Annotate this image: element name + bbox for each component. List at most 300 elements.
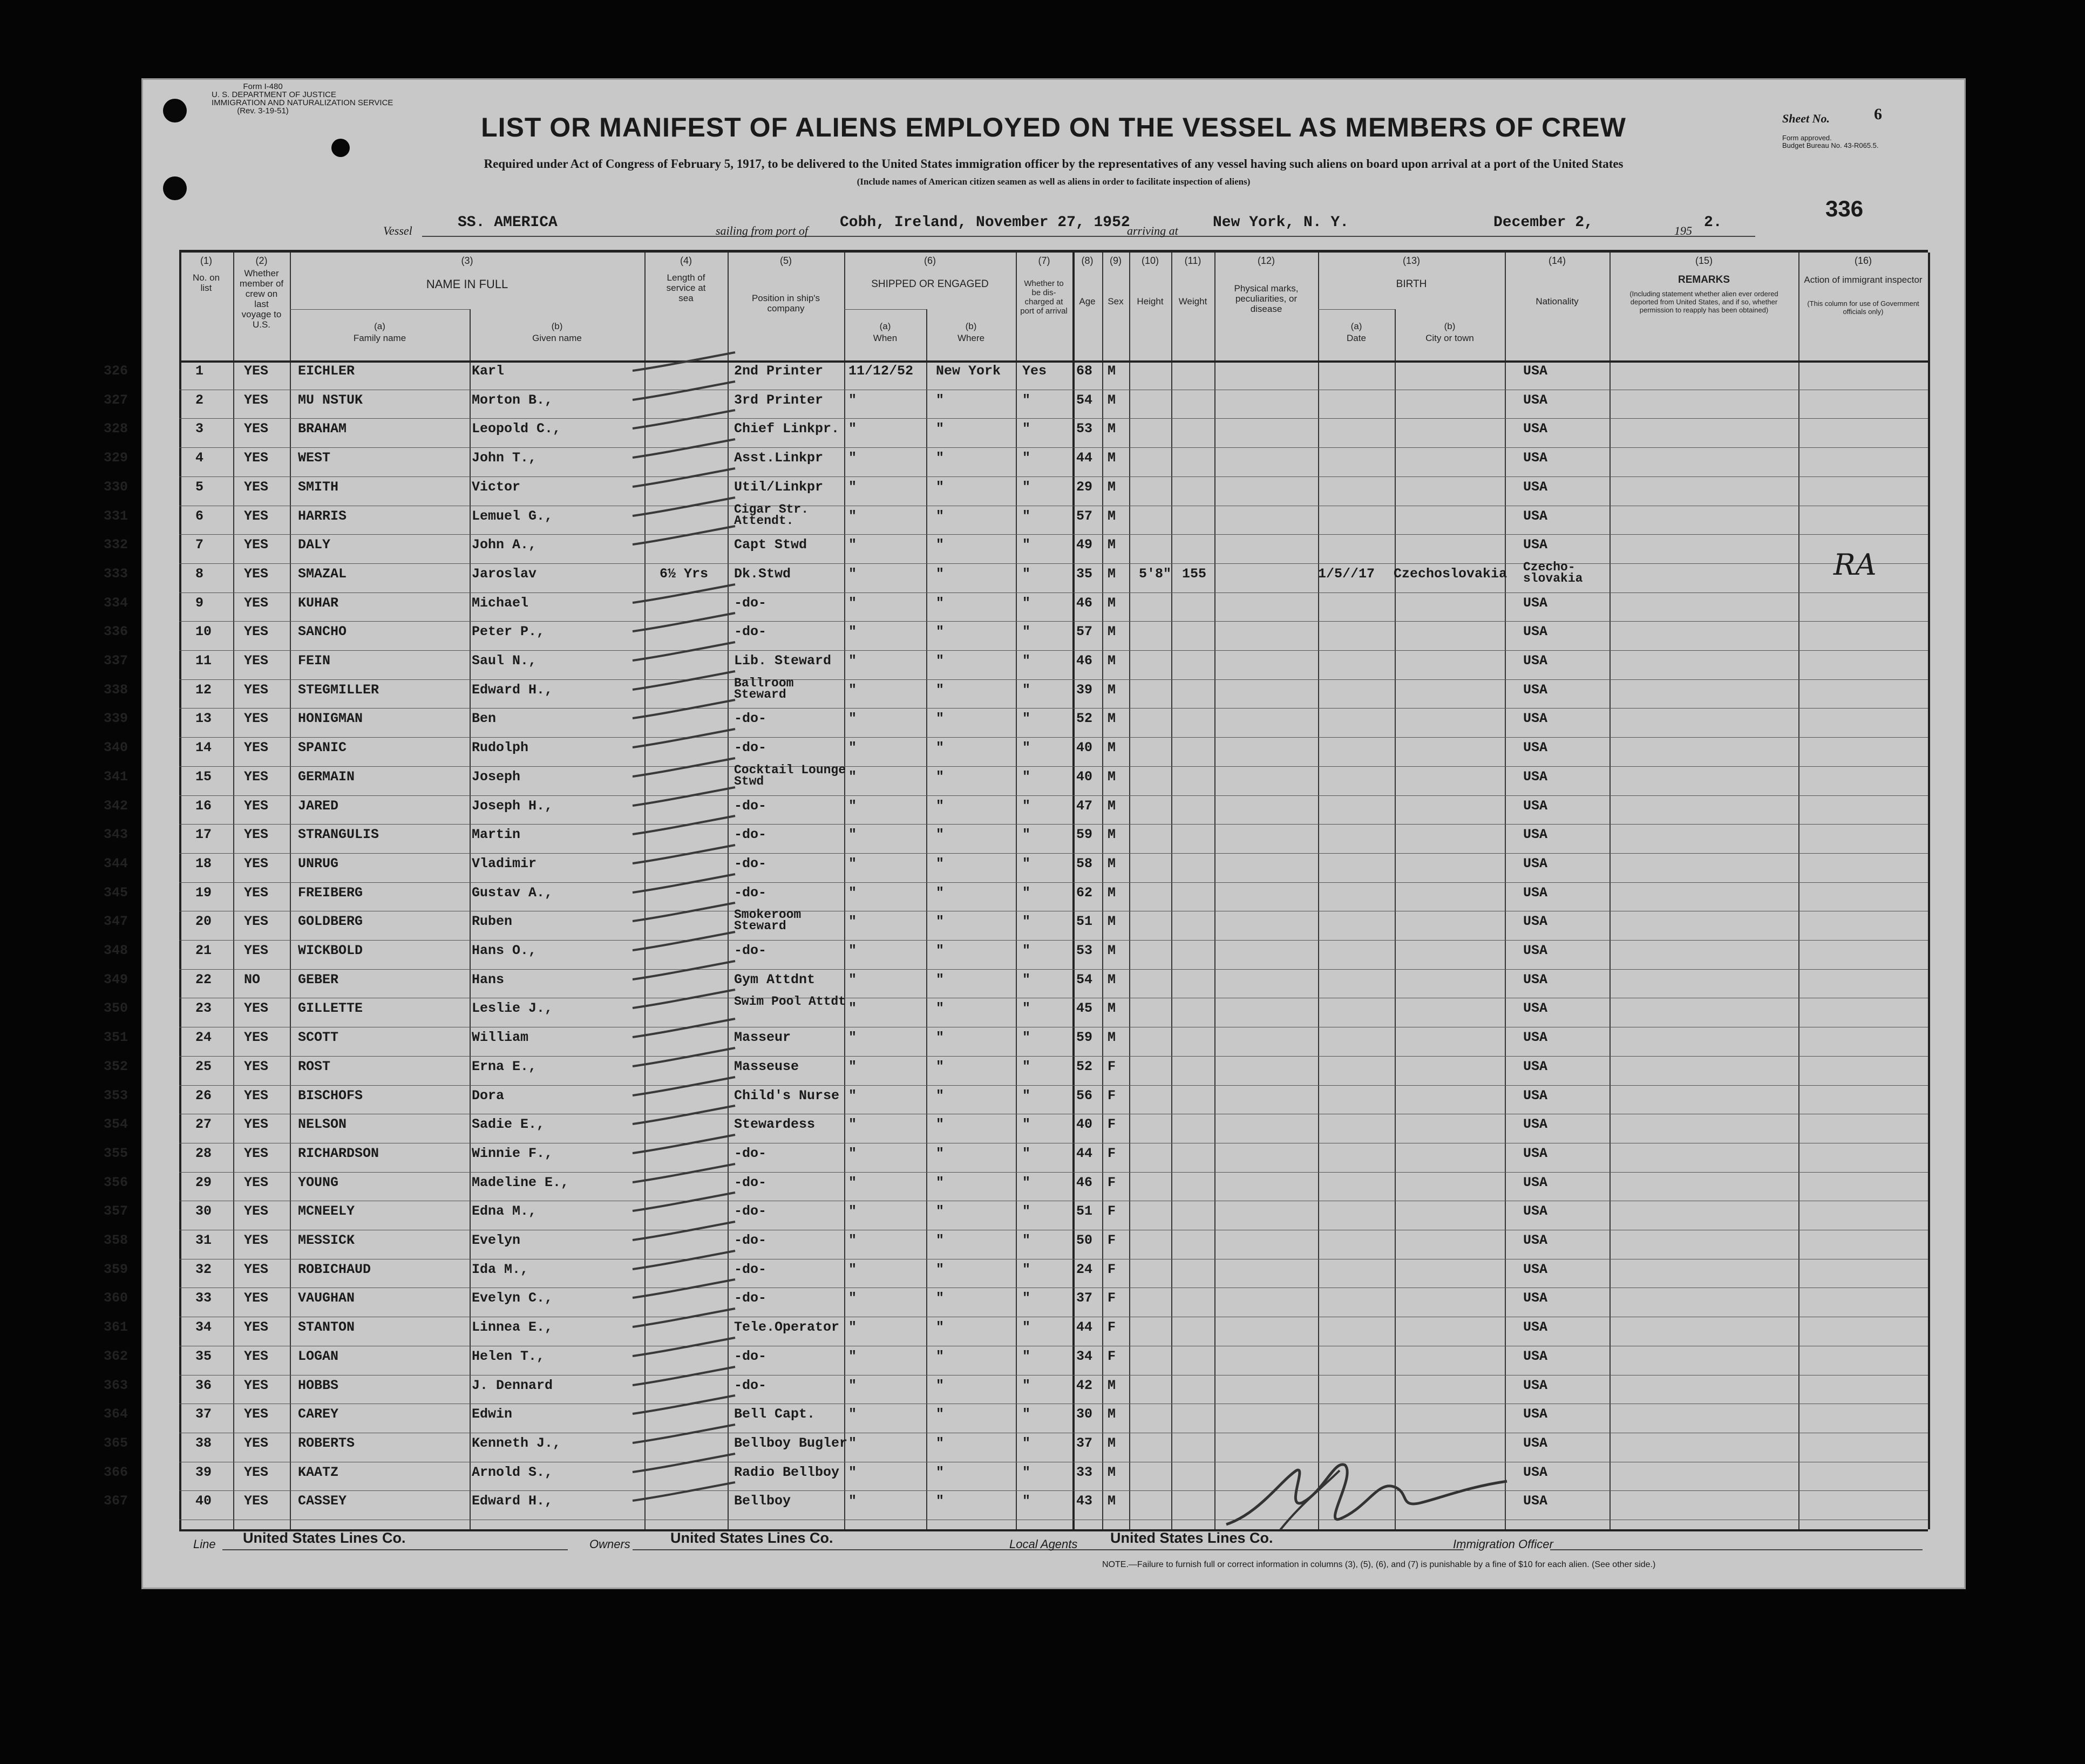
form-subtitle: Required under Act of Congress of February 5, 1917, to be delivered to the United States immigration officer by the representatives of any vessel having such aliens on board upon arrival at a port of the United States xyxy=(484,157,1624,171)
cell-nat: Czecho-slovakia xyxy=(1523,560,1583,585)
cell-small-num: 364 xyxy=(104,1406,128,1422)
cell-family: RICHARDSON xyxy=(298,1145,379,1161)
col3-label: NAME IN FULL xyxy=(426,277,508,291)
cell-small-num: 344 xyxy=(104,855,128,871)
cell-crew: YES xyxy=(244,653,269,669)
table-row xyxy=(104,1082,1966,1112)
cell-crew: YES xyxy=(244,1493,269,1509)
cell-nat: USA xyxy=(1523,855,1548,871)
cell-sex: M xyxy=(1108,450,1116,466)
cell-family: STEGMILLER xyxy=(298,682,379,698)
cell-sex: M xyxy=(1108,421,1116,437)
revision: (Rev. 3-19-51) xyxy=(237,106,289,115)
cell-disch: " xyxy=(1022,1493,1031,1509)
cell-sex: M xyxy=(1108,508,1116,524)
col4-num: (4) xyxy=(680,255,692,266)
pen-stroke xyxy=(630,1220,738,1242)
table-row xyxy=(104,1285,1966,1314)
col3a-num: (a) xyxy=(374,321,385,331)
cell-nat: USA xyxy=(1523,1058,1548,1074)
cell-sex: M xyxy=(1108,363,1116,379)
cell-crew: YES xyxy=(244,1232,269,1248)
cell-no: 6 xyxy=(195,508,204,524)
cell-given: Karl xyxy=(472,363,505,379)
table-row xyxy=(104,1343,1966,1372)
cell-crew: YES xyxy=(244,740,269,756)
cell-family: UNRUG xyxy=(298,855,339,871)
cell-family: NELSON xyxy=(298,1116,347,1133)
cell-no: 24 xyxy=(195,1030,212,1046)
cell-family: CAREY xyxy=(298,1406,339,1422)
cell-when: 11/12/52 xyxy=(848,363,914,379)
cell-nat: USA xyxy=(1523,1290,1548,1306)
cell-where: " xyxy=(936,971,945,987)
pen-stroke xyxy=(630,814,738,836)
cell-sex: M xyxy=(1108,855,1116,871)
cell-when: " xyxy=(848,1203,857,1220)
cell-when: " xyxy=(848,1377,857,1393)
cell-no: 8 xyxy=(195,566,204,582)
vessel-label: Vessel xyxy=(383,224,412,237)
pen-stroke xyxy=(630,1046,738,1068)
cell-position: Bell Capt. xyxy=(734,1406,816,1422)
pen-stroke xyxy=(630,1306,738,1329)
cell-crew: YES xyxy=(244,392,269,408)
col7-label: Whether to be dis-charged at port of arrival xyxy=(1020,279,1068,316)
cell-age: 58 xyxy=(1076,855,1093,871)
cell-where: " xyxy=(936,855,945,871)
cell-position: -do- xyxy=(734,1203,767,1220)
cell-where: " xyxy=(936,1058,945,1074)
cell-no: 31 xyxy=(195,1232,212,1248)
cell-when: " xyxy=(848,768,857,785)
cell-nat: USA xyxy=(1523,508,1548,524)
cell-when: " xyxy=(848,1261,857,1277)
cell-age: 49 xyxy=(1076,537,1093,553)
cell-no: 29 xyxy=(195,1174,212,1190)
cell-given: Dora xyxy=(472,1087,505,1104)
cell-no: 9 xyxy=(195,595,204,611)
cell-nat: USA xyxy=(1523,421,1548,437)
cell-age: 54 xyxy=(1076,971,1093,987)
cell-no: 26 xyxy=(195,1087,212,1104)
cell-family: MU NSTUK xyxy=(298,392,363,408)
cell-given: Hans O., xyxy=(472,943,537,958)
cell-given: Ruben xyxy=(472,914,513,930)
year-suffix: 2. xyxy=(1704,214,1722,231)
cell-when: " xyxy=(848,421,857,437)
cell-small-num: 348 xyxy=(104,943,128,958)
cell-position: Masseur xyxy=(734,1030,791,1046)
cell-given: William xyxy=(472,1030,529,1046)
col16-sub: (This column for use of Government officials only) xyxy=(1807,299,1919,316)
table-row xyxy=(104,358,1966,387)
cell-disch: Yes xyxy=(1022,363,1047,379)
col15-sub: (Including statement whether alien ever ordered deported from United States, and if so, whether permission to reapply has been obtained) xyxy=(1629,290,1778,314)
cell-when: " xyxy=(848,1232,857,1248)
table-row xyxy=(104,1024,1966,1053)
footer-line: United States Lines Co. xyxy=(243,1530,406,1546)
cell-crew: YES xyxy=(244,1290,269,1306)
cell-where: " xyxy=(936,421,945,437)
cell-sex: M xyxy=(1108,1464,1116,1480)
cell-given: Ida M., xyxy=(472,1261,529,1277)
cell-sex: F xyxy=(1108,1290,1116,1306)
pen-stroke xyxy=(630,466,738,489)
cell-nat: USA xyxy=(1523,827,1548,843)
cell-where: " xyxy=(936,508,945,524)
pen-stroke xyxy=(630,785,738,808)
cell-sex: M xyxy=(1108,682,1116,698)
cell-age: 50 xyxy=(1076,1232,1093,1248)
col6-num: (6) xyxy=(924,255,936,266)
cell-disch: " xyxy=(1022,682,1031,698)
cell-where: " xyxy=(936,1087,945,1104)
cell-crew: YES xyxy=(244,798,269,814)
cell-age: 57 xyxy=(1076,624,1093,640)
cell-family: STANTON xyxy=(298,1319,355,1336)
table-row xyxy=(104,532,1966,561)
cell-nat: USA xyxy=(1523,392,1548,408)
cell-small-num: 334 xyxy=(104,595,128,611)
cell-crew: YES xyxy=(244,450,269,466)
pen-stroke xyxy=(630,640,738,663)
cell-position: Cocktail Lounge Stwd xyxy=(734,762,846,788)
cell-sex: M xyxy=(1108,1000,1116,1017)
cell-disch: " xyxy=(1022,827,1031,843)
cell-no: 28 xyxy=(195,1145,212,1161)
table-row xyxy=(104,966,1966,996)
cell-small-num: 341 xyxy=(104,768,128,785)
cell-disch: " xyxy=(1022,479,1031,495)
cell-family: GOLDBERG xyxy=(298,914,363,930)
pen-stroke xyxy=(630,1452,738,1474)
cell-position: Gym Attdnt xyxy=(734,971,816,987)
arriving-at: New York, N. Y. xyxy=(1213,214,1349,231)
cell-given: Michael xyxy=(472,595,529,611)
cell-where: " xyxy=(936,1116,945,1133)
col4-label: Length of service at sea xyxy=(666,273,706,303)
table-row xyxy=(104,850,1966,880)
cell-nat: USA xyxy=(1523,943,1548,958)
cell-given: Vladimir xyxy=(472,855,537,871)
cell-position: -do- xyxy=(734,1261,767,1277)
cell-when: " xyxy=(848,798,857,814)
table-row xyxy=(104,474,1966,503)
table-row xyxy=(104,1053,1966,1082)
cell-where: " xyxy=(936,914,945,930)
pen-stroke xyxy=(630,727,738,750)
pen-stroke xyxy=(630,959,738,982)
cell-when: " xyxy=(848,1348,857,1364)
table-row xyxy=(104,705,1966,734)
cell-age: 44 xyxy=(1076,450,1093,466)
cell-age: 62 xyxy=(1076,884,1093,901)
table-row xyxy=(104,937,1966,966)
col13-label: BIRTH xyxy=(1396,278,1427,290)
table-row xyxy=(104,502,1966,532)
cell-when: " xyxy=(848,653,857,669)
cell-no: 38 xyxy=(195,1435,212,1451)
pen-stroke xyxy=(630,987,738,1010)
pen-stroke xyxy=(630,843,738,866)
cell-age: 46 xyxy=(1076,595,1093,611)
col1-num: (1) xyxy=(200,255,212,266)
cell-no: 5 xyxy=(195,479,204,495)
cell-given: Winnie F., xyxy=(472,1145,553,1161)
cell-position: -do- xyxy=(734,798,767,814)
cell-age: 35 xyxy=(1076,566,1093,582)
col8-num: (8) xyxy=(1081,255,1094,266)
cell-sex: F xyxy=(1108,1261,1116,1277)
cell-position: Lib. Steward xyxy=(734,653,832,669)
cell-given: Joseph H., xyxy=(472,798,553,814)
cell-when: " xyxy=(848,1058,857,1074)
cell-disch: " xyxy=(1022,1058,1031,1074)
cell-when: " xyxy=(848,1493,857,1509)
cell-crew: YES xyxy=(244,943,269,958)
cell-crew: YES xyxy=(244,1464,269,1480)
cell-nat: USA xyxy=(1523,798,1548,814)
cell-disch: " xyxy=(1022,1087,1031,1104)
cell-where: " xyxy=(936,884,945,901)
pen-stroke xyxy=(630,611,738,634)
cell-height: 5'8" xyxy=(1139,566,1172,582)
cell-no: 23 xyxy=(195,1000,212,1017)
cell-sex: M xyxy=(1108,971,1116,987)
cell-crew: YES xyxy=(244,1406,269,1422)
col6b-label: Where xyxy=(957,333,985,343)
pen-stroke xyxy=(630,1133,738,1155)
cell-sex: M xyxy=(1108,624,1116,640)
cell-crew: YES xyxy=(244,1435,269,1451)
cell-sex: M xyxy=(1108,595,1116,611)
cell-sex: M xyxy=(1108,392,1116,408)
cell-family: KAATZ xyxy=(298,1464,339,1480)
cell-nat: USA xyxy=(1523,914,1548,930)
col3b-label: Given name xyxy=(532,333,582,343)
cell-disch: " xyxy=(1022,914,1031,930)
cell-position: 2nd Printer xyxy=(734,363,824,379)
table-row xyxy=(104,590,1966,619)
cell-sex: M xyxy=(1108,914,1116,930)
cell-position: Util/Linkpr xyxy=(734,479,824,495)
cell-age: 44 xyxy=(1076,1319,1093,1336)
cell-small-num: 367 xyxy=(104,1493,128,1509)
cell-nat: USA xyxy=(1523,971,1548,987)
cell-position: Bellboy Bugler xyxy=(734,1435,848,1451)
cell-where: " xyxy=(936,624,945,640)
cell-age: 43 xyxy=(1076,1493,1093,1509)
cell-given: John A., xyxy=(472,537,537,553)
cell-crew: YES xyxy=(244,1203,269,1220)
table-row xyxy=(104,1314,1966,1343)
cell-given: Edward H., xyxy=(472,682,553,698)
cell-nat: USA xyxy=(1523,768,1548,785)
cell-age: 42 xyxy=(1076,1377,1093,1393)
table-row xyxy=(104,1459,1966,1488)
cell-no: 14 xyxy=(195,740,212,756)
col6a-num: (a) xyxy=(879,321,891,331)
table-row xyxy=(104,676,1966,706)
sailing-label: sailing from port of xyxy=(716,224,808,237)
cell-position: Bellboy xyxy=(734,1493,791,1509)
cell-no: 13 xyxy=(195,711,212,727)
cell-position: -do- xyxy=(734,1290,767,1306)
cell-age: 40 xyxy=(1076,740,1093,756)
cell-nat: USA xyxy=(1523,1116,1548,1133)
cell-small-num: 347 xyxy=(104,914,128,930)
cell-where: " xyxy=(936,1406,945,1422)
cell-age: 46 xyxy=(1076,653,1093,669)
cell-age: 54 xyxy=(1076,392,1093,408)
cell-where: " xyxy=(936,1261,945,1277)
cell-family: SMAZAL xyxy=(298,566,347,582)
cell-sex: M xyxy=(1108,1493,1116,1509)
pen-stroke xyxy=(630,1277,738,1300)
cell-no: 40 xyxy=(195,1493,212,1509)
pen-stroke xyxy=(630,379,738,402)
cell-disch: " xyxy=(1022,537,1031,553)
cell-nat: USA xyxy=(1523,1087,1548,1104)
col12-label: Physical marks, peculiarities, or disease xyxy=(1234,283,1299,314)
cell-small-num: 339 xyxy=(104,711,128,727)
cell-age: 59 xyxy=(1076,1030,1093,1046)
cell-where: " xyxy=(936,1232,945,1248)
cell-position: Dk.Stwd xyxy=(734,566,791,582)
cell-given: Leopold C., xyxy=(472,421,561,437)
cell-disch: " xyxy=(1022,1000,1031,1017)
col2-label: Whether member of crew on last voyage to U.S. xyxy=(239,268,284,330)
cell-small-num: 328 xyxy=(104,421,128,437)
cell-age: 52 xyxy=(1076,711,1093,727)
cell-sex: M xyxy=(1108,1435,1116,1451)
cell-no: 16 xyxy=(195,798,212,814)
cell-position: -do- xyxy=(734,943,767,958)
cell-sex: M xyxy=(1108,1377,1116,1393)
cell-age: 57 xyxy=(1076,508,1093,524)
cell-position: -do- xyxy=(734,1232,767,1248)
cell-position: -do- xyxy=(734,884,767,901)
cell-nat: USA xyxy=(1523,1030,1548,1046)
cell-where: " xyxy=(936,595,945,611)
cell-family: EICHLER xyxy=(298,363,355,379)
cell-disch: " xyxy=(1022,1145,1031,1161)
cell-given: Rudolph xyxy=(472,740,529,756)
cell-disch: " xyxy=(1022,508,1031,524)
cell-where: " xyxy=(936,1030,945,1046)
table-row xyxy=(104,995,1966,1024)
col6-label: SHIPPED OR ENGAGED xyxy=(871,278,989,290)
table-row xyxy=(104,1198,1966,1227)
cell-small-num: 366 xyxy=(104,1464,128,1480)
col11-num: (11) xyxy=(1184,255,1201,266)
cell-disch: " xyxy=(1022,392,1031,408)
cell-when: " xyxy=(848,624,857,640)
cell-family: LOGAN xyxy=(298,1348,339,1364)
cell-age: 24 xyxy=(1076,1261,1093,1277)
cell-when: " xyxy=(848,1116,857,1133)
cell-no: 33 xyxy=(195,1290,212,1306)
cell-nat: USA xyxy=(1523,450,1548,466)
cell-age: 56 xyxy=(1076,1087,1093,1104)
manifest-sheet xyxy=(104,78,1966,1589)
cell-when: " xyxy=(848,1145,857,1161)
table-row xyxy=(104,1140,1966,1169)
cell-position: -do- xyxy=(734,711,767,727)
cell-position: 3rd Printer xyxy=(734,392,824,408)
form-approved: Form approved. xyxy=(1782,134,1832,142)
pen-stroke xyxy=(630,1422,738,1445)
col13a-num: (a) xyxy=(1350,321,1362,331)
cell-nat: USA xyxy=(1523,479,1548,495)
cell-crew: YES xyxy=(244,1145,269,1161)
cell-disch: " xyxy=(1022,1406,1031,1422)
table-row xyxy=(104,821,1966,850)
cell-small-num: 329 xyxy=(104,450,128,466)
cell-no: 35 xyxy=(195,1348,212,1364)
cell-where: " xyxy=(936,1145,945,1161)
cell-no: 19 xyxy=(195,884,212,901)
cell-where: " xyxy=(936,1174,945,1190)
cell-family: ROBERTS xyxy=(298,1435,355,1451)
cell-where: " xyxy=(936,1000,945,1017)
cell-small-num: 353 xyxy=(104,1087,128,1104)
cell-no: 25 xyxy=(195,1058,212,1074)
cell-given: Hans xyxy=(472,971,505,987)
cell-family: HONIGMAN xyxy=(298,711,363,727)
cell-small-num: 337 xyxy=(104,653,128,669)
table-row xyxy=(104,908,1966,937)
cell-age: 53 xyxy=(1076,943,1093,958)
cell-nat: USA xyxy=(1523,1203,1548,1220)
cell-small-num: 351 xyxy=(104,1030,128,1046)
cell-disch: " xyxy=(1022,1348,1031,1364)
cell-when: " xyxy=(848,914,857,930)
cell-age: 30 xyxy=(1076,1406,1093,1422)
cell-age: 40 xyxy=(1076,1116,1093,1133)
pen-stroke xyxy=(630,756,738,779)
cell-disch: " xyxy=(1022,1435,1031,1451)
cell-nat: USA xyxy=(1523,1464,1548,1480)
cell-family: GEBER xyxy=(298,971,339,987)
col14-label: Nationality xyxy=(1536,296,1579,307)
col3a-label: Family name xyxy=(353,333,406,343)
cell-given: Lemuel G., xyxy=(472,508,553,524)
cell-family: JARED xyxy=(298,798,339,814)
cell-small-num: 333 xyxy=(104,566,128,582)
col6a-label: When xyxy=(873,333,898,343)
cell-age: 34 xyxy=(1076,1348,1093,1364)
budget-bureau: Budget Bureau No. 43-R065.5. xyxy=(1782,141,1879,149)
cell-given: Leslie J., xyxy=(472,1000,553,1017)
cell-no: 39 xyxy=(195,1464,212,1480)
cell-age: 52 xyxy=(1076,1058,1093,1074)
cell-when: " xyxy=(848,1030,857,1046)
cell-position: -do- xyxy=(734,595,767,611)
arriving-label: arriving at xyxy=(1127,224,1178,237)
cell-small-num: 349 xyxy=(104,971,128,987)
cell-crew: NO xyxy=(244,971,261,987)
cell-position: -do- xyxy=(734,1174,767,1190)
cell-crew: YES xyxy=(244,884,269,901)
col3b-num: (b) xyxy=(551,321,563,331)
form-id-block xyxy=(212,82,393,115)
table-row xyxy=(104,416,1966,445)
cell-family: MCNEELY xyxy=(298,1203,355,1220)
table-row xyxy=(104,1227,1966,1256)
cell-nat: USA xyxy=(1523,624,1548,640)
